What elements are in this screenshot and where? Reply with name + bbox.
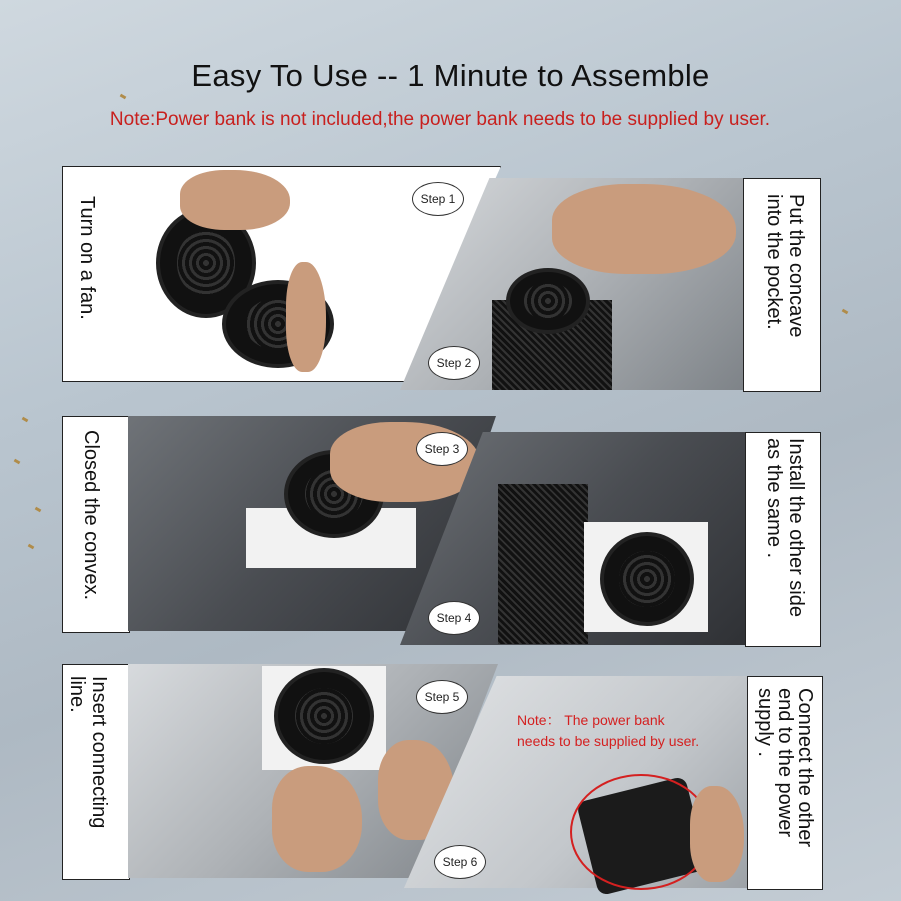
dust-fleck: [22, 417, 29, 423]
page-title: Easy To Use -- 1 Minute to Assemble: [191, 58, 710, 93]
step-6-badge: Step 6: [434, 845, 486, 879]
step-6-caption-line-3: supply .: [754, 688, 776, 757]
step-6-overlay-note-line-2: needs to be supplied by user.: [517, 733, 700, 749]
hand-image: [272, 766, 362, 872]
step-4-badge: Step 4: [428, 601, 480, 635]
dust-fleck: [35, 507, 42, 513]
step-5-badge: Step 5: [416, 680, 468, 714]
hand-image: [552, 184, 736, 274]
step-6-caption-line-1: Connect the other: [794, 688, 816, 847]
dust-fleck: [120, 94, 127, 100]
step-5-caption-line-1: Insert connecting: [88, 676, 110, 829]
dust-fleck: [28, 544, 35, 550]
step-6-overlay-note-line-1: Note： The power bank: [517, 712, 665, 728]
fan-image: [274, 668, 374, 764]
fan-image: [600, 532, 694, 626]
hand-image: [690, 786, 744, 882]
fan-image: [506, 268, 590, 334]
step-3-caption: Closed the convex.: [80, 430, 102, 601]
dust-fleck: [14, 459, 21, 465]
step-2-caption-line-2: into the pocket.: [763, 194, 785, 330]
step-2-badge: Step 2: [428, 346, 480, 380]
step-4-caption-line-1: Install the other side: [785, 438, 807, 617]
step-6-caption-line-2: end to the power: [774, 688, 796, 837]
hand-image: [286, 262, 326, 372]
step-4-caption-line-2: as the same .: [763, 438, 785, 559]
power-bank-note: Note:Power bank is not included,the power bank needs to be supplied by user.: [109, 109, 771, 130]
step-5-caption-line-2: line.: [66, 676, 88, 713]
step-1-caption: Turn on a fan.: [76, 196, 98, 320]
pocket-mesh: [498, 484, 588, 644]
step-3-badge: Step 3: [416, 432, 468, 466]
hand-image: [180, 170, 290, 230]
dust-fleck: [842, 309, 849, 315]
step-2-caption-line-1: Put the concave: [785, 194, 807, 338]
step-1-badge: Step 1: [412, 182, 464, 216]
